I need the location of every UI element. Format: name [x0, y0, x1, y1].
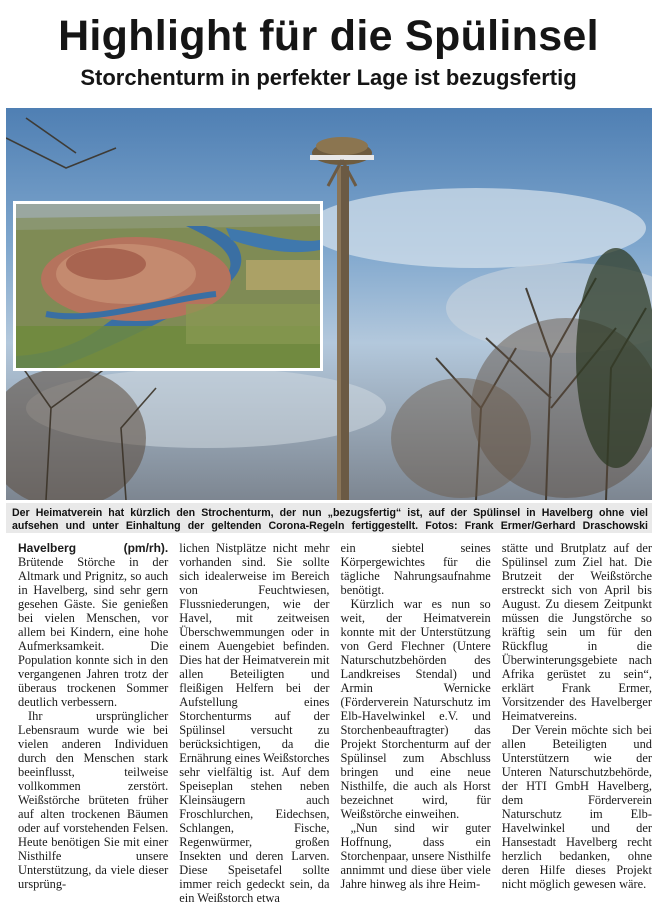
paragraph: lichen Nistplätze nicht mehr vorhanden sind. Sie sollte sich idealerweise im Bereich von Feuchtwiesen, Flussniederungen, wie der Havel, mit zeitweisen Überschwemmungen oder in einem Auengebiet befinden. Dies hat der Heimatverein mit allen Beteiligten und fleißigen Helfern bei der Aufstellung eines Storchenturms auf der Spülinsel versucht zu berücksichtigen, da die Ernährung eines Weißstorches sehr vielfältig ist. Auf dem Speiseplan stehen neben Kleinsäugern auch Froschlurchen, Eidechsen, Schlangen, Fische, Regenwürmer, großen Insekten und deren Larven. Diese Speisetafel sollte immer reich gedeckt sein, da ein Weißstorch etwa: [179, 541, 330, 905]
caption-line-1: Der Heimatverein hat kürzlich den Strochenturm, der nun „bezugsfertig“ ist, auf der Spülinsel in Havelberg ohne viel: [12, 507, 648, 519]
paragraph: ein siebtel seines Körpergewichtes für die tägliche Nahrungsaufnahme benötigt.: [340, 541, 491, 597]
column-4: [501, 541, 652, 891]
aerial-scene: [16, 204, 320, 368]
headline: Highlight für die Spülinsel: [58, 12, 599, 60]
article-body: [18, 541, 652, 905]
paragraph: Kürzlich war es nun so weit, der Heimatverein konnte mit der Unterstützung von Gerd Flechner (Untere Naturschutzbehörden des Landkreises Stendal) und Armin Wernicke (Förderverein Naturschutz im Elb-Havelwinkel e.V. und Storchenbeauftragter) das Projekt Storchenturm auf der Spülinsel zum Abschluss bringen und eine neue Nisthilfe, die auch als Horst bezeichnet wird, für Weißstörche einweihen.: [340, 597, 491, 821]
aerial-photo-havelberg: [13, 201, 323, 371]
paragraph: stätte und Brutplatz auf der Spülinsel zum Ziel hat. Die Brutzeit der Weißstörche erstreckt sich von April bis August. Zu diesem Zeitpunkt müssen die Jungstörche so kräftig sein um für den Rückflug in die Überwinterungsgebiete nach Afrika gerüstet zu sein“, erklärt Frank Ermer, Vorsitzender des Havelberger Heimatvereins.: [501, 541, 652, 723]
dateline: Havelberg (pm/rh).: [18, 541, 169, 555]
paragraph: „Nun sind wir guter Hoffnung, dass ein Storchenpaar, unsere Nisthilfe annimmt und diese über viele Jahre hinweg als ihre Heim-: [340, 821, 491, 891]
paragraph: Ihr ursprünglicher Lebensraum wurde wie bei vielen anderen Individuen durch den Menschen stark beeinflusst, teilweise vollkommen zerstört. Weißstörche brüteten früher auf alten trockenen Bäumen oder auf vorstehenden Felsen. Heute benötigen Sie mit einer Nisthilfe unsere Unterstützung, da viele dieser ursprüng-: [18, 709, 169, 891]
subheadline: Storchenturm in perfekter Lage ist bezugsfertig: [80, 65, 577, 90]
paragraph: Der Verein möchte sich bei allen Beteiligten und Unterstützern wie der Unteren Naturschutzbehörde, der HTI GmbH Havelberg, dem Förderverein Naturschutz im Elb-Havelwinkel und der Hansestadt Havelberg recht herzlich bedanken, ohne deren Hilfe dieses Projekt nicht möglich gewesen wäre.: [501, 723, 652, 891]
column-1: [18, 541, 169, 891]
column-2: [179, 541, 330, 905]
main-photo-stork-tower: [6, 108, 652, 500]
column-3: [340, 541, 491, 891]
photo-caption: [6, 503, 652, 533]
paragraph-text: Brütende Störche in der Altmark und Prignitz, so auch in Havelberg, sind sehr gern gesehen Gäste. Sie genießen bei vielen Menschen, vor allem bei Kindern, eine hohe Aufmerksamkeit. Die Population konnte sich in den vergangenen Jahren trotz der überaus trockenen Sommer deutlich verbessern.: [18, 555, 169, 709]
paragraph: [18, 541, 168, 709]
caption-line-2: aufsehen und unter Einhaltung der geltenden Corona-Regeln fertiggestellt. Fotos: Frank Ermer/Gerhard Draschowski: [12, 519, 648, 532]
